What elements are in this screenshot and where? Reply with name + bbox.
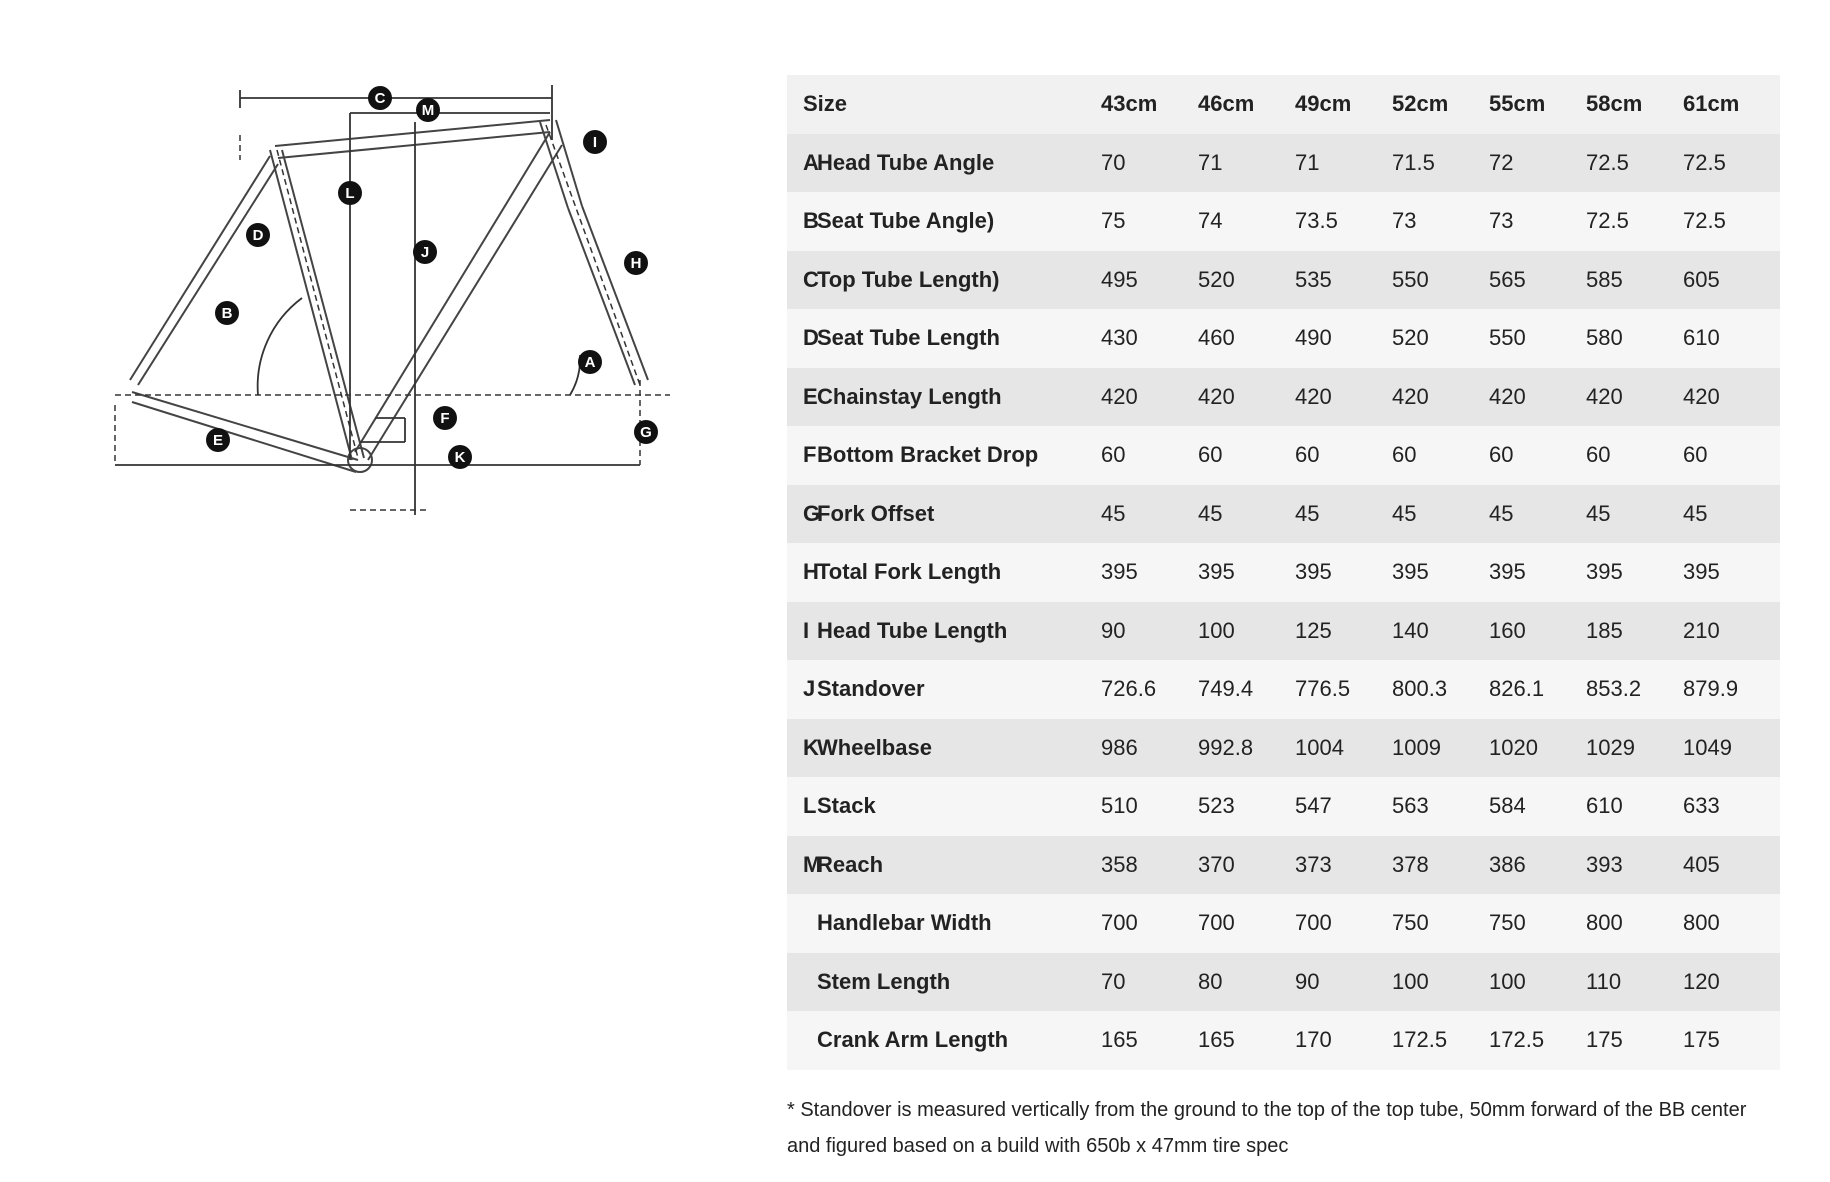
- table-row: [787, 719, 1780, 778]
- row-value: 420: [1295, 383, 1332, 409]
- row-measurement-name: Seat Tube Angle): [817, 208, 995, 234]
- row-letter: A: [803, 149, 819, 175]
- row-measurement-name: Stack: [817, 793, 876, 819]
- badge-c: [368, 86, 392, 110]
- row-measurement-name: Head Tube Angle: [817, 149, 995, 175]
- row-value: 520: [1198, 266, 1235, 292]
- table-header-row: [787, 75, 1780, 134]
- row-letter: L: [803, 793, 817, 819]
- svg-text:B: B: [221, 305, 233, 322]
- svg-text:E: E: [212, 432, 224, 449]
- svg-text:A: A: [584, 354, 596, 371]
- table-row: [787, 426, 1780, 485]
- row-value: 60: [1101, 442, 1126, 468]
- row-measurement-name: Top Tube Length): [817, 266, 1000, 292]
- row-letter: I: [803, 617, 810, 643]
- row-value: 100: [1489, 968, 1526, 994]
- row-value: 510: [1101, 793, 1138, 819]
- row-value: 71: [1295, 149, 1320, 175]
- row-value: 749.4: [1198, 676, 1254, 702]
- row-value: 550: [1489, 325, 1526, 351]
- row-value: 610: [1586, 793, 1623, 819]
- row-value: 71: [1198, 149, 1223, 175]
- row-measurement-name: Stem Length: [817, 968, 951, 994]
- row-value: 395: [1198, 559, 1235, 585]
- row-value: 74: [1198, 208, 1223, 234]
- row-letter: G: [803, 500, 821, 526]
- row-value: 60: [1683, 442, 1708, 468]
- row-measurement-name: Fork Offset: [817, 500, 935, 526]
- row-value: 420: [1586, 383, 1623, 409]
- row-value: 125: [1295, 617, 1332, 643]
- table-row: [787, 953, 1780, 1012]
- row-value: 520: [1392, 325, 1429, 351]
- row-value: 700: [1101, 910, 1138, 936]
- svg-text:K: K: [454, 449, 466, 466]
- table-row: [787, 309, 1780, 368]
- row-measurement-name: Wheelbase: [817, 734, 932, 760]
- row-value: 879.9: [1683, 676, 1739, 702]
- row-value: 1029: [1586, 734, 1635, 760]
- frame-outline: [130, 120, 648, 472]
- table-row: [787, 192, 1780, 251]
- row-measurement-name: Standover: [817, 676, 925, 702]
- measure-dashes: [115, 125, 670, 510]
- row-letter: F: [803, 442, 817, 468]
- table-row: [787, 894, 1780, 953]
- row-value: 776.5: [1295, 676, 1351, 702]
- row-value: 165: [1198, 1027, 1235, 1053]
- badge-l: [338, 181, 362, 205]
- footnote-line-2: and figured based on a build with 650b x 47mm tire spec: [787, 1135, 1289, 1157]
- row-letter: K: [803, 734, 819, 760]
- row-value: 585: [1586, 266, 1623, 292]
- badge-f: [433, 406, 457, 430]
- row-value: 72.5: [1586, 149, 1629, 175]
- row-value: 45: [1198, 500, 1223, 526]
- row-value: 45: [1295, 500, 1320, 526]
- row-letter: [787, 953, 817, 1012]
- table-row: [787, 1011, 1780, 1070]
- row-value: 72: [1489, 149, 1514, 175]
- row-value: 430: [1101, 325, 1138, 351]
- row-value: 986: [1101, 734, 1138, 760]
- row-value: 60: [1198, 442, 1223, 468]
- row-value: 60: [1392, 442, 1417, 468]
- row-value: 565: [1489, 266, 1526, 292]
- row-value: 490: [1295, 325, 1332, 351]
- row-value: 373: [1295, 851, 1332, 877]
- row-measurement-name: Total Fork Length: [817, 559, 1002, 585]
- row-value: 185: [1586, 617, 1623, 643]
- row-value: 45: [1683, 500, 1708, 526]
- size-header-49: 49cm: [1295, 91, 1352, 117]
- row-letter: C: [803, 266, 819, 292]
- row-value: 172.5: [1392, 1027, 1448, 1053]
- row-value: 726.6: [1101, 676, 1157, 702]
- row-value: 563: [1392, 793, 1429, 819]
- row-value: 60: [1489, 442, 1514, 468]
- row-value: 175: [1586, 1027, 1623, 1053]
- row-value: 140: [1392, 617, 1429, 643]
- row-value: 853.2: [1586, 676, 1642, 702]
- badge-e: [206, 428, 230, 452]
- row-value: 700: [1295, 910, 1332, 936]
- row-value: 633: [1683, 793, 1720, 819]
- row-value: 73: [1489, 208, 1514, 234]
- row-value: 460: [1198, 325, 1235, 351]
- size-column-header: Size: [803, 91, 848, 117]
- row-value: 580: [1586, 325, 1623, 351]
- row-value: 72.5: [1683, 149, 1726, 175]
- svg-text:H: H: [630, 255, 642, 272]
- table-row: [787, 602, 1780, 661]
- row-value: 700: [1198, 910, 1235, 936]
- row-value: 405: [1683, 851, 1720, 877]
- row-value: 73.5: [1295, 208, 1338, 234]
- row-letter: J: [803, 676, 816, 702]
- row-value: 393: [1586, 851, 1623, 877]
- table-row: [787, 543, 1780, 602]
- badge-b: [215, 301, 239, 325]
- svg-text:F: F: [440, 410, 450, 427]
- row-value: 75: [1101, 208, 1126, 234]
- row-value: 1004: [1295, 734, 1344, 760]
- svg-text:I: I: [592, 134, 598, 151]
- row-value: 395: [1586, 559, 1623, 585]
- row-value: 800: [1586, 910, 1623, 936]
- row-value: 395: [1101, 559, 1138, 585]
- row-value: 160: [1489, 617, 1526, 643]
- row-value: 550: [1392, 266, 1429, 292]
- table-row: [787, 660, 1780, 719]
- row-value: 45: [1101, 500, 1126, 526]
- footnote-line-1: * Standover is measured vertically from the ground to the top of the top tube, 50mm forward of the BB center: [787, 1099, 1747, 1121]
- row-value: 610: [1683, 325, 1720, 351]
- row-value: 386: [1489, 851, 1526, 877]
- badge-h: [624, 251, 648, 275]
- row-value: 175: [1683, 1027, 1720, 1053]
- row-value: 584: [1489, 793, 1526, 819]
- row-value: 523: [1198, 793, 1235, 819]
- row-value: 800: [1683, 910, 1720, 936]
- row-measurement-name: Bottom Bracket Drop: [817, 442, 1039, 468]
- row-value: 90: [1295, 968, 1320, 994]
- svg-text:M: M: [421, 102, 435, 119]
- svg-text:C: C: [374, 90, 386, 107]
- row-measurement-name: Handlebar Width: [817, 910, 992, 936]
- table-row: [787, 368, 1780, 427]
- row-measurement-name: Seat Tube Length: [817, 325, 1000, 351]
- size-header-46: 46cm: [1198, 91, 1255, 117]
- row-value: 750: [1392, 910, 1429, 936]
- row-value: 1009: [1392, 734, 1441, 760]
- row-value: 395: [1489, 559, 1526, 585]
- row-measurement-name: Head Tube Length: [817, 617, 1008, 643]
- row-value: 378: [1392, 851, 1429, 877]
- row-value: 45: [1392, 500, 1417, 526]
- size-header-58: 58cm: [1586, 91, 1643, 117]
- row-value: 605: [1683, 266, 1720, 292]
- row-value: 210: [1683, 617, 1720, 643]
- row-value: 72.5: [1586, 208, 1629, 234]
- svg-text:L: L: [345, 185, 355, 202]
- row-value: 70: [1101, 149, 1126, 175]
- row-value: 120: [1683, 968, 1720, 994]
- row-value: 1049: [1683, 734, 1732, 760]
- measure-lines: [115, 85, 640, 515]
- row-value: 395: [1295, 559, 1332, 585]
- row-value: 358: [1101, 851, 1138, 877]
- table-row: [787, 485, 1780, 544]
- row-value: 420: [1683, 383, 1720, 409]
- table-body: [787, 134, 1780, 1070]
- size-header-61: 61cm: [1683, 91, 1740, 117]
- row-value: 395: [1392, 559, 1429, 585]
- row-value: 110: [1586, 968, 1622, 994]
- size-header-52: 52cm: [1392, 91, 1449, 117]
- row-value: 100: [1392, 968, 1429, 994]
- table-row: [787, 777, 1780, 836]
- row-value: 172.5: [1489, 1027, 1545, 1053]
- svg-text:D: D: [252, 227, 264, 244]
- row-value: 1020: [1489, 734, 1538, 760]
- row-letter: E: [803, 383, 818, 409]
- badge-d: [246, 223, 270, 247]
- row-letter: H: [803, 559, 819, 585]
- row-value: 45: [1586, 500, 1611, 526]
- table-row: [787, 836, 1780, 895]
- badge-m: [416, 98, 440, 122]
- row-value: 395: [1683, 559, 1720, 585]
- row-value: 420: [1198, 383, 1235, 409]
- badge-g: [634, 420, 658, 444]
- svg-text:J: J: [420, 244, 430, 261]
- row-value: 750: [1489, 910, 1526, 936]
- row-measurement-name: Chainstay Length: [817, 383, 1002, 409]
- row-value: 70: [1101, 968, 1126, 994]
- badge-a: [578, 350, 602, 374]
- row-letter: [787, 1011, 817, 1070]
- row-value: 826.1: [1489, 676, 1545, 702]
- row-letter: B: [803, 208, 819, 234]
- row-measurement-name: Reach: [817, 851, 884, 877]
- row-value: 420: [1392, 383, 1429, 409]
- row-value: 60: [1295, 442, 1320, 468]
- row-value: 73: [1392, 208, 1417, 234]
- row-value: 495: [1101, 266, 1138, 292]
- badge-j: [413, 240, 437, 264]
- row-value: 420: [1489, 383, 1526, 409]
- table-row: [787, 251, 1780, 310]
- badge-k: [448, 445, 472, 469]
- frame-geometry-diagram: [110, 80, 730, 520]
- row-measurement-name: Crank Arm Length: [817, 1027, 1009, 1053]
- standover-footnote: [787, 1092, 1767, 1164]
- row-value: 170: [1295, 1027, 1332, 1053]
- size-header-55: 55cm: [1489, 91, 1546, 117]
- row-letter: [787, 894, 817, 953]
- size-header-43: 43cm: [1101, 91, 1158, 117]
- table-row: [787, 134, 1780, 193]
- row-value: 420: [1101, 383, 1138, 409]
- row-value: 370: [1198, 851, 1235, 877]
- row-value: 71.5: [1392, 149, 1435, 175]
- row-value: 165: [1101, 1027, 1138, 1053]
- row-letter: D: [803, 325, 819, 351]
- row-value: 100: [1198, 617, 1235, 643]
- row-value: 80: [1198, 968, 1223, 994]
- row-value: 90: [1101, 617, 1126, 643]
- row-value: 60: [1586, 442, 1611, 468]
- row-value: 800.3: [1392, 676, 1448, 702]
- row-value: 547: [1295, 793, 1332, 819]
- svg-text:G: G: [640, 424, 652, 441]
- row-value: 72.5: [1683, 208, 1726, 234]
- row-value: 45: [1489, 500, 1514, 526]
- badge-i: [583, 130, 607, 154]
- row-letter: M: [803, 851, 822, 877]
- row-value: 535: [1295, 266, 1332, 292]
- geometry-table: [787, 75, 1780, 1070]
- row-value: 992.8: [1198, 734, 1254, 760]
